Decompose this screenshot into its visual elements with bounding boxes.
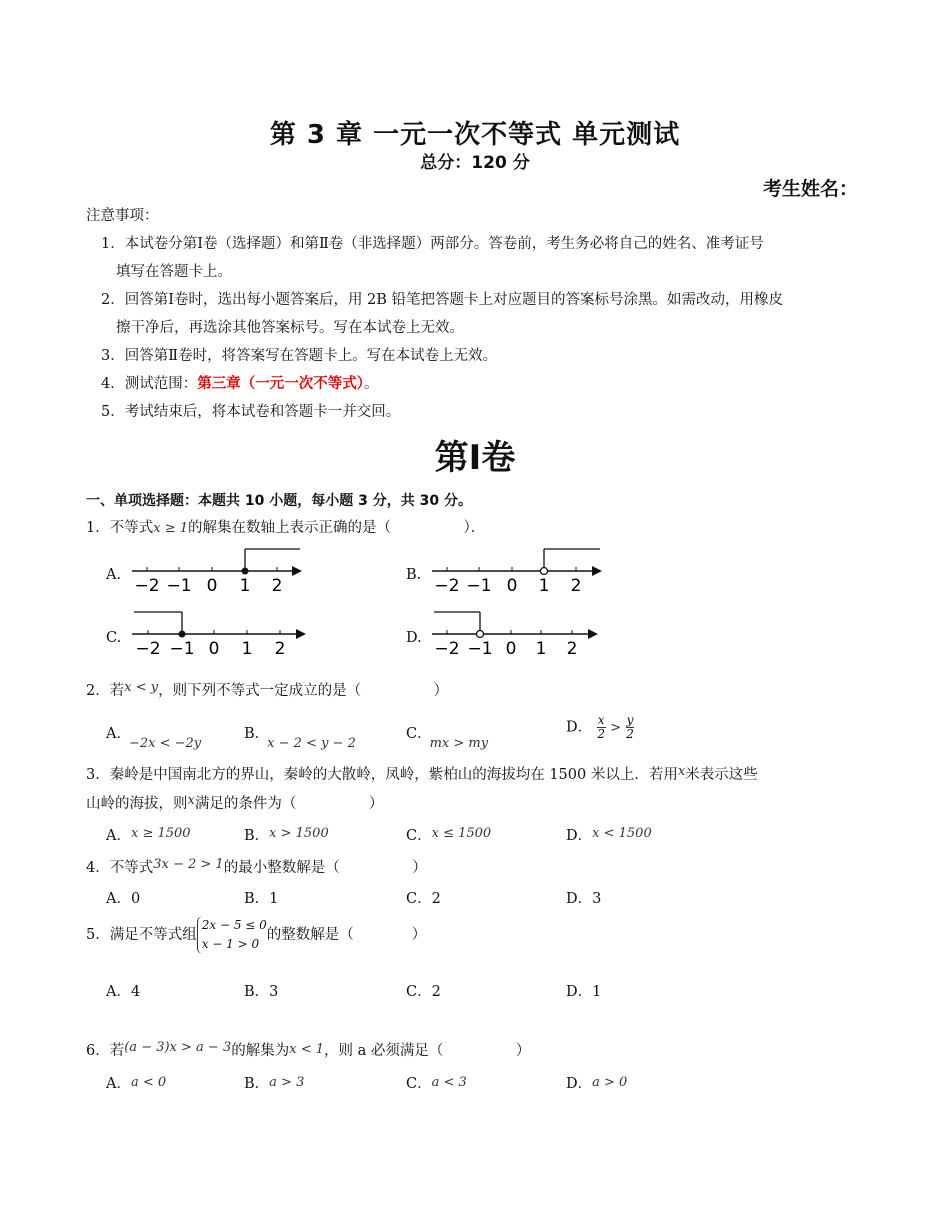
question-1 bbox=[86, 518, 485, 539]
q6-pre: 6．若 bbox=[86, 1043, 125, 1059]
q6-option-c bbox=[406, 1072, 467, 1093]
tick-label: −1 bbox=[466, 576, 492, 595]
tick-label: 0 bbox=[206, 576, 218, 595]
q5-eq-2: x − 1 > 0 bbox=[201, 937, 260, 951]
tick-label: −1 bbox=[169, 639, 195, 658]
q6-b-math: a > 3 bbox=[269, 1075, 305, 1090]
q5-option-b: B．3 bbox=[244, 984, 279, 1000]
q6-d-math: a > 0 bbox=[592, 1075, 628, 1090]
note-1-cont: 填写在答题卡上。 bbox=[116, 264, 232, 280]
hollow-point bbox=[477, 631, 484, 638]
q3-b-math: x > 1500 bbox=[269, 826, 329, 841]
q3-d-math: x < 1500 bbox=[592, 826, 652, 841]
q1-option-c-numberline bbox=[128, 608, 318, 658]
q6-d-label: D． bbox=[566, 1076, 593, 1092]
question-5 bbox=[86, 916, 426, 954]
q6-option-a bbox=[106, 1072, 166, 1093]
q2-a-math: −2x < −2y bbox=[128, 736, 202, 751]
test-range: 第三章（一元一次不等式） bbox=[197, 375, 364, 392]
q6-option-b bbox=[244, 1072, 304, 1093]
solid-point bbox=[179, 631, 186, 638]
q4-option-a: A．0 bbox=[106, 891, 141, 907]
page-title: 第 3 章 一元一次不等式 单元测试 bbox=[269, 120, 681, 150]
q4-pre: 4．不等式 bbox=[86, 860, 154, 876]
q2-a-label: A． bbox=[106, 726, 131, 742]
q6-a-label: A． bbox=[106, 1076, 131, 1092]
q3-option-b bbox=[244, 824, 329, 845]
q3-l1-post: 米表示这些 bbox=[685, 767, 758, 783]
q3-a-math: x ≥ 1500 bbox=[130, 826, 191, 841]
question-2 bbox=[86, 678, 448, 701]
q6-math-1: (a − 3)x > a − 3 bbox=[124, 1040, 232, 1055]
q5-option-a: A．4 bbox=[106, 984, 141, 1000]
axis-arrow bbox=[588, 629, 598, 639]
tick-label: 0 bbox=[505, 639, 517, 658]
tick-label: −2 bbox=[434, 639, 460, 658]
q6-c-math: a < 3 bbox=[431, 1075, 467, 1090]
q2-option-b bbox=[244, 722, 358, 751]
q2-d-frac-2 bbox=[626, 714, 635, 741]
numerator: x bbox=[597, 713, 605, 727]
q1-option-d-numberline bbox=[428, 608, 618, 658]
axis-arrow bbox=[292, 566, 302, 576]
tick-label: −2 bbox=[135, 639, 161, 658]
q3-l2-math: x bbox=[187, 793, 195, 808]
tick-label: 2 bbox=[271, 576, 283, 595]
q5-system bbox=[197, 916, 267, 954]
q3-option-d bbox=[566, 824, 652, 845]
q2-b-math: x − 2 < y − 2 bbox=[267, 736, 356, 751]
tick-label: −2 bbox=[134, 576, 160, 595]
q2-option-d bbox=[566, 714, 634, 741]
q4-math: 3x − 2 > 1 bbox=[153, 857, 224, 872]
q1-option-d-label: D. bbox=[406, 630, 422, 646]
q2-d-frac-1 bbox=[597, 714, 606, 741]
q3-l2-pre: 山岭的海拔，则 bbox=[86, 796, 188, 812]
denominator: 2 bbox=[626, 727, 634, 741]
q2-option-c bbox=[406, 722, 490, 751]
q5-option-d: D．1 bbox=[566, 984, 602, 1000]
note-1: 1．本试卷分第Ⅰ卷（选择题）和第Ⅱ卷（非选择题）两部分。答卷前，考生务必将自己的姓名、准考证号 bbox=[101, 236, 764, 252]
note-4 bbox=[101, 374, 378, 394]
q2-post: ，则下列不等式一定成立的是（ ） bbox=[158, 683, 449, 699]
q1-option-a-label: A. bbox=[106, 567, 122, 583]
q6-post: ，则 a 必须满足（ ） bbox=[324, 1043, 531, 1059]
question-3-line-1 bbox=[86, 762, 758, 785]
q5-pre: 5．满足不等式组 bbox=[86, 927, 197, 943]
q4-option-b: B．1 bbox=[244, 891, 279, 907]
q3-a-label: A． bbox=[106, 828, 131, 844]
axis-arrow bbox=[592, 566, 602, 576]
q2-option-a bbox=[106, 722, 203, 751]
q6-a-math: a < 0 bbox=[130, 1075, 167, 1090]
tick-label: 1 bbox=[535, 639, 547, 658]
q2-d-gt: > bbox=[610, 720, 622, 736]
notes-heading: 注意事项： bbox=[86, 208, 159, 224]
q3-option-a bbox=[106, 824, 191, 845]
tick-label: −1 bbox=[467, 639, 493, 658]
q2-b-label: B． bbox=[244, 726, 270, 742]
hollow-point bbox=[541, 568, 548, 575]
tick-label: 1 bbox=[241, 639, 253, 658]
tick-label: 2 bbox=[274, 639, 286, 658]
q3-l1-math: x bbox=[677, 764, 686, 779]
q1-option-b-numberline bbox=[428, 545, 618, 595]
note-4-prefix: 4．测试范围： bbox=[101, 376, 198, 392]
section-heading: 一、单项选择题：本题共 10 小题，每小题 3 分，共 30 分。 bbox=[86, 493, 472, 509]
note-2-cont: 擦干净后，再选涂其他答案标号。写在本试卷上无效。 bbox=[116, 320, 464, 336]
denominator: 2 bbox=[597, 727, 605, 741]
solid-point bbox=[242, 568, 249, 575]
axis-arrow bbox=[296, 629, 306, 639]
tick-label: 1 bbox=[239, 576, 251, 595]
q3-c-math: x ≤ 1500 bbox=[431, 826, 492, 841]
numerator: y bbox=[626, 713, 634, 727]
q4-post: 的最小整数解是（ ） bbox=[223, 860, 427, 876]
q2-c-label: C． bbox=[406, 726, 432, 742]
tick-label: 1 bbox=[538, 576, 550, 595]
q6-b-label: B． bbox=[244, 1076, 270, 1092]
note-3: 3．回答第Ⅱ卷时，将答案写在答题卡上。写在本试卷上无效。 bbox=[101, 348, 498, 364]
q6-c-label: C． bbox=[406, 1076, 432, 1092]
q4-option-c: C．2 bbox=[406, 891, 441, 907]
examinee-name-label: 考生姓名： bbox=[762, 178, 858, 200]
q2-math: x < y bbox=[124, 680, 159, 695]
volume-heading: 第Ⅰ卷 bbox=[434, 438, 516, 478]
q6-math-2: x < 1 bbox=[289, 1042, 324, 1057]
q3-c-label: C． bbox=[406, 828, 432, 844]
note-2: 2．回答第Ⅰ卷时，选出每小题答案后，用 2B 铅笔把答题卡上对应题目的答案标号涂黑。如需改动，用橡皮 bbox=[101, 292, 784, 308]
q1-option-c-label: C. bbox=[106, 630, 122, 646]
q2-c-math: mx > my bbox=[429, 736, 489, 751]
q3-b-label: B． bbox=[244, 828, 270, 844]
tick-label: 2 bbox=[566, 639, 578, 658]
q5-option-c: C．2 bbox=[406, 984, 441, 1000]
tick-label: 0 bbox=[506, 576, 518, 595]
q1-pre: 1．不等式 bbox=[86, 520, 154, 536]
q1-option-a-numberline bbox=[128, 545, 318, 595]
q1-math: x ≥ 1 bbox=[153, 521, 188, 536]
tick-label: −1 bbox=[166, 576, 192, 595]
total-score: 总分：120 分 bbox=[420, 153, 530, 173]
q3-l1-pre: 3．秦岭是中国南北方的界山，秦岭的大散岭，凤岭，紫柏山的海拔均在 1500 米以上．若用 bbox=[86, 767, 678, 783]
q2-pre: 2．若 bbox=[86, 683, 125, 699]
q6-option-d bbox=[566, 1072, 627, 1093]
q5-eq-1: 2x − 5 ≤ 0 bbox=[201, 918, 267, 932]
q1-option-b-label: B. bbox=[406, 567, 422, 583]
note-4-suffix: 。 bbox=[363, 376, 379, 392]
question-4 bbox=[86, 855, 427, 878]
q3-d-label: D． bbox=[566, 828, 593, 844]
q1-post: 的解集在数轴上表示正确的是（ ）． bbox=[188, 520, 486, 536]
tick-label: 2 bbox=[570, 576, 582, 595]
question-3-line-2 bbox=[86, 791, 383, 814]
q3-l2-post: 满足的条件为（ ） bbox=[194, 796, 384, 812]
q2-d-label: D． bbox=[566, 719, 593, 736]
q5-post: 的整数解是（ ） bbox=[266, 927, 427, 943]
question-6 bbox=[86, 1038, 530, 1061]
q3-option-c bbox=[406, 824, 491, 845]
q6-mid: 的解集为 bbox=[231, 1043, 290, 1059]
note-5: 5．考试结束后，将本试卷和答题卡一并交回。 bbox=[101, 404, 401, 420]
tick-label: −2 bbox=[434, 576, 460, 595]
tick-label: 0 bbox=[208, 639, 220, 658]
q4-option-d: D．3 bbox=[566, 891, 602, 907]
